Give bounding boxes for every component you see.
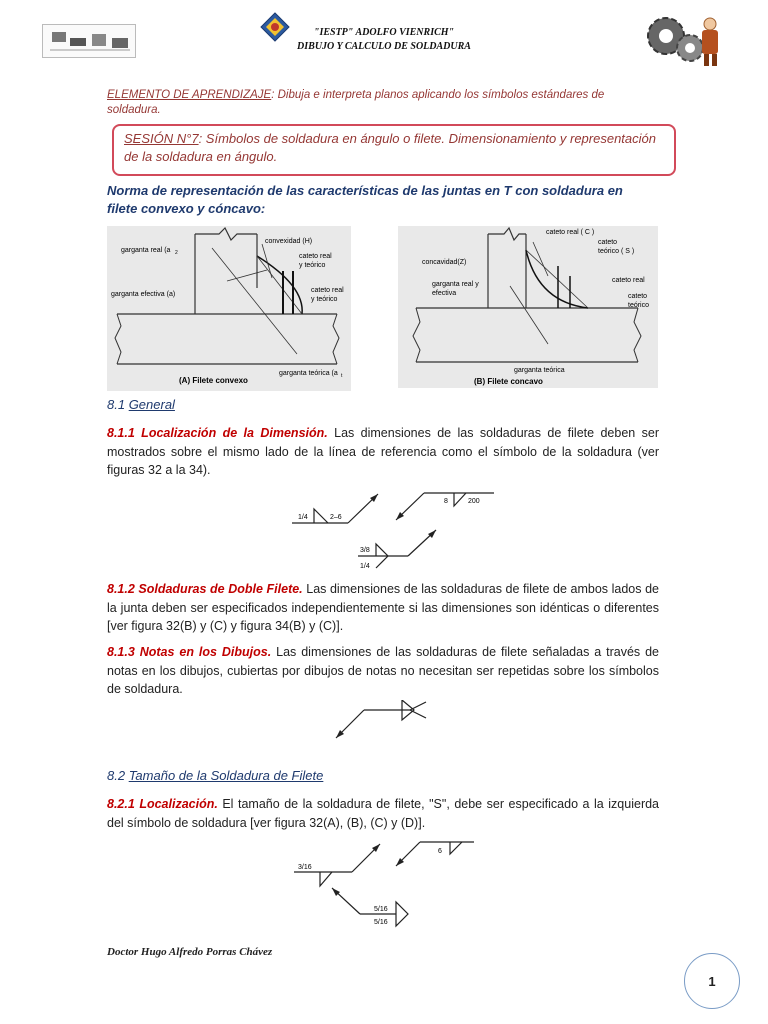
label-garganta-teorica-sub: t — [341, 373, 343, 379]
dim-d: 200 — [468, 498, 480, 505]
footer-author-signature: Doctor Hugo Alfredo Porras Chávez — [107, 946, 273, 958]
label-garganta-teorica: garganta teórica (a — [279, 370, 338, 377]
label-cateto-teorico-b: teórico ( S ) — [598, 248, 635, 255]
section-8-2-number: 8.2 — [107, 768, 129, 783]
label-garganta-real-sub: 2 — [175, 250, 178, 256]
figure-convex-fillet — [107, 226, 351, 391]
size-b: 6 — [438, 848, 442, 855]
paragraph-8-1-2-text: Las dimensiones de las soldaduras de filete de ambos lados de la junta deben ser especificados independientemente si las dimensiones son idénticas o diferentes [ver figura 32(B) y (C) y figura 34(B) y (C)]. — [107, 582, 659, 633]
section-8-1-number: 8.1 — [107, 397, 129, 412]
paragraph-8-1-1 — [107, 424, 659, 480]
header-course: DIBUJO Y CALCULO DE SOLDADURA — [297, 41, 471, 52]
norm-title: Norma de representación de las características de las juntas en T con soldadura en filete convexo y cóncavo: — [107, 183, 623, 216]
learning-element-label: ELEMENTO DE APRENDIZAJE — [107, 89, 272, 101]
label-cateto-real-2: cateto real — [612, 277, 645, 284]
paragraph-8-1-1-head: 8.1.1 Localización de la Dimensión. — [107, 426, 328, 440]
section-8-1 — [107, 397, 175, 412]
paragraph-8-1-2 — [107, 580, 659, 636]
paragraph-8-2-1-head: 8.2.1 Localización. — [107, 797, 218, 811]
label-convexidad: convexidad (H) — [265, 238, 313, 245]
figure-note-symbol — [330, 700, 440, 742]
size-a: 3/16 — [298, 864, 312, 871]
dim-a: 1/4 — [298, 514, 308, 521]
label-cateto-2: cateto real — [311, 287, 344, 294]
header-institute: "IESTP" ADOLFO VIENRICH" — [313, 27, 455, 38]
figure-concave-fillet — [398, 226, 658, 388]
session-label: SESIÓN N°7 — [124, 131, 199, 146]
label-garganta-real-b: efectiva — [432, 290, 457, 297]
paragraph-8-2-1-text: El tamaño de la soldadura de filete, "S", debe ser especificado a la izquierda del símbolo de soldadura [ver figura 32(A), (B), (C) y (D)]. — [107, 797, 660, 830]
figure-dimension-symbols — [278, 486, 508, 572]
size-c: 5/16 — [374, 906, 388, 913]
label-garganta-efectiva: garganta efectiva (a) — [111, 291, 176, 298]
gears-worker-icon — [640, 10, 724, 68]
page-number: 1 — [708, 973, 716, 989]
learning-element — [107, 88, 617, 118]
label-cateto-teorico: cateto — [598, 239, 618, 246]
size-d: 5/16 — [374, 919, 388, 926]
label-garganta-real: garganta real (a — [121, 247, 171, 254]
paragraph-8-1-2-head: 8.1.2 Soldaduras de Doble Filete. — [107, 582, 303, 596]
session-text: : Símbolos de soldadura en ángulo o filete. Dimensionamiento y representación de la soldadura en ángulo. — [124, 131, 656, 164]
paragraph-8-2-1 — [107, 795, 659, 832]
caption-concave: (B) Filete concavo — [474, 377, 543, 386]
section-8-2 — [107, 768, 323, 783]
dim-b: 2–6 — [330, 514, 342, 521]
figure-size-symbols — [292, 838, 492, 934]
dim-f: 1/4 — [360, 563, 370, 570]
section-8-2-title: Tamaño de la Soldadura de Filete — [128, 768, 324, 783]
paragraph-8-1-3-head: 8.1.3 Notas en los Dibujos. — [107, 645, 272, 659]
label-cateto-teorico-2b: teórico — [628, 302, 650, 309]
paragraph-8-1-3 — [107, 643, 659, 699]
label-cateto-real: cateto real ( C ) — [546, 229, 595, 236]
label-garganta-teorica: garganta teórica — [514, 367, 565, 374]
label-concavidad: concavidad(Z) — [422, 259, 467, 266]
dim-c: 8 — [444, 498, 448, 505]
learning-element-text: : Dibuja e interpreta planos aplicando los símbolos estándares de soldadura. — [107, 89, 605, 116]
paragraph-8-1-3-text: Las dimensiones de las soldaduras de filete señaladas a través de notas en los dibujos, cubiertas por dibujos de notas no necesitan ser repetidas sobre los símbolos de soldadura. — [107, 645, 660, 696]
label-garganta-real: garganta real y — [432, 281, 479, 288]
label-cateto-1b: y teórico — [299, 262, 326, 269]
caption-convex: (A) Filete convexo — [179, 376, 248, 385]
page-number-badge — [684, 953, 740, 1009]
label-cateto-teorico-2: cateto — [628, 293, 648, 300]
label-cateto-2b: y teórico — [311, 296, 338, 303]
label-cateto-1: cateto real — [299, 253, 332, 260]
session-box — [112, 124, 676, 176]
dim-e: 3/8 — [360, 547, 370, 554]
section-8-1-title: General — [128, 397, 175, 412]
paragraph-8-1-1-text: Las dimensiones de las soldaduras de filete deben ser mostrados sobre el mismo lado de la línea de referencia como el símbolo de la soldadura (ver figuras 32 a la 34). — [107, 426, 659, 477]
